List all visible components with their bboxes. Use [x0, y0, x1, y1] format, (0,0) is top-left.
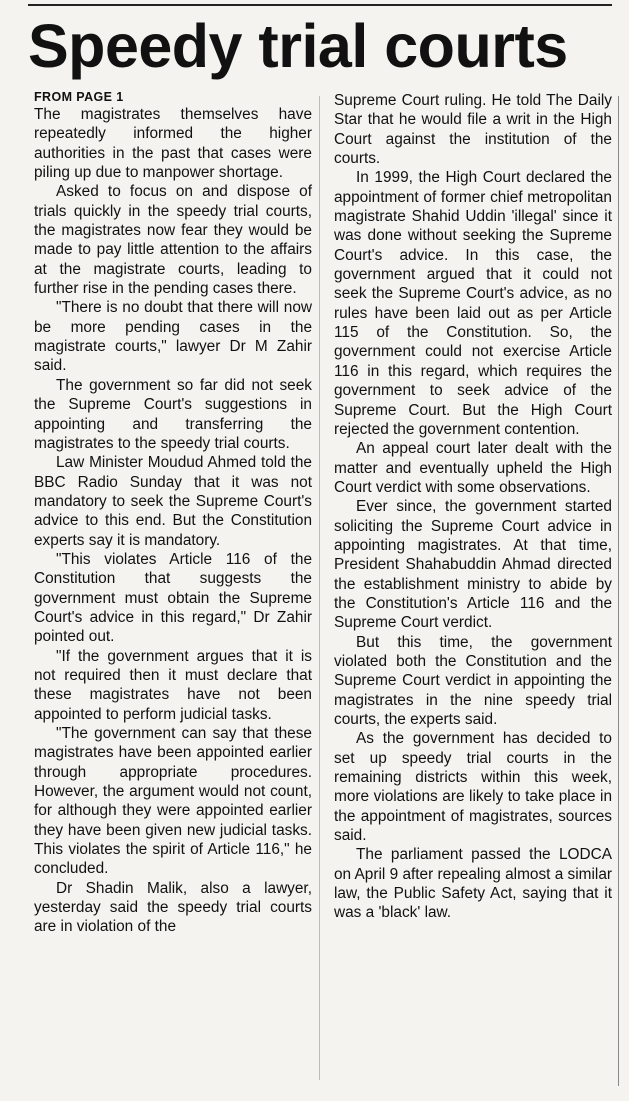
- paragraph: The parliament passed the LODCA on April 9 after repealing almost a similar law, the Public Safety Act, saying that it was a 'black' law.: [334, 846, 613, 922]
- paragraph: Ever since, the government started soliciting the Supreme Court advice in appointing magistrates. At that time, President Shahabuddin Ahmad directed the establishment ministry to abide by the Constitution's Article 116 and the Supreme Court verdict.: [334, 498, 612, 632]
- paragraph: The magistrates themselves have repeatedly informed the higher authorities in the past that cases were piling up due to manpower shortage.: [34, 106, 312, 182]
- paragraph: As the government has decided to set up speedy trial courts in the remaining districts within this week, more violations are likely to take place in the appointment of magistrates, sources said.: [334, 730, 612, 845]
- paragraph: In 1999, the High Court declared the appointment of former chief metropolitan magistrate Shahid Uddin 'illegal' since it was done without seeking the Supreme Court's advice. In this case, the government argued that it could not seek the Supreme Court's advice, as no rules have been laid out as per Article 115 of the Constitution. So, the government could not exercise Article 116 in this regard, which requires the government to seek advice of the Supreme Court. But the High Court rejected the government contention.: [334, 169, 612, 438]
- paragraph: Supreme Court ruling. He told The Daily Star that he would file a writ in the High Court against the institution of the courts.: [334, 92, 612, 168]
- paragraph: Dr Shadin Malik, also a lawyer, yesterday said the speedy trial courts are in violation of the: [34, 879, 312, 936]
- paragraph: Law Minister Moudud Ahmed told the BBC Radio Sunday that it was not mandatory to seek the Supreme Court's advice to this end. But the Constitution experts say it is mandatory.: [34, 454, 312, 549]
- page-edge-rule: [618, 96, 619, 1086]
- right-column: [334, 91, 612, 923]
- kicker: FROM PAGE 1: [34, 90, 124, 104]
- paragraph: "There is no doubt that there will now be more pending cases in the magistrate courts," lawyer Dr M Zahir said.: [34, 299, 312, 375]
- paragraph: "This violates Article 116 of the Constitution that suggests the government must obtain the Supreme Court's advice in this regard," Dr Zahir pointed out.: [34, 550, 312, 646]
- headline: Speedy trial courts: [28, 12, 568, 80]
- column-divider: [319, 96, 320, 1080]
- paragraph: Asked to focus on and dispose of trials quickly in the speedy trial courts, the magistrates now fear they would be made to pay little attention to the affairs at the magistrate courts, leading to further rise in the pending cases there.: [34, 183, 312, 298]
- paragraph: "If the government argues that it is not required then it must declare that these magistrates have not been appointed to perform judicial tasks.: [34, 647, 312, 723]
- paragraph: The government so far did not seek the Supreme Court's suggestions in appointing and transferring the magistrates to the speedy trial courts.: [34, 376, 312, 452]
- top-rule: [28, 4, 612, 6]
- left-column: [34, 90, 312, 937]
- paragraph: "The government can say that these magistrates have been appointed earlier through appropriate procedures. However, the argument would not count, for although they were appointed earlier they have been given new judicial tasks. This violates the spirit of Article 116," he concluded.: [34, 725, 312, 878]
- paragraph: An appeal court later dealt with the matter and eventually upheld the High Court verdict with some observations.: [334, 440, 612, 496]
- paragraph: But this time, the government violated both the Constitution and the Supreme Court verdict in appointing the magistrates in the nine speedy trial courts, the experts said.: [334, 633, 612, 728]
